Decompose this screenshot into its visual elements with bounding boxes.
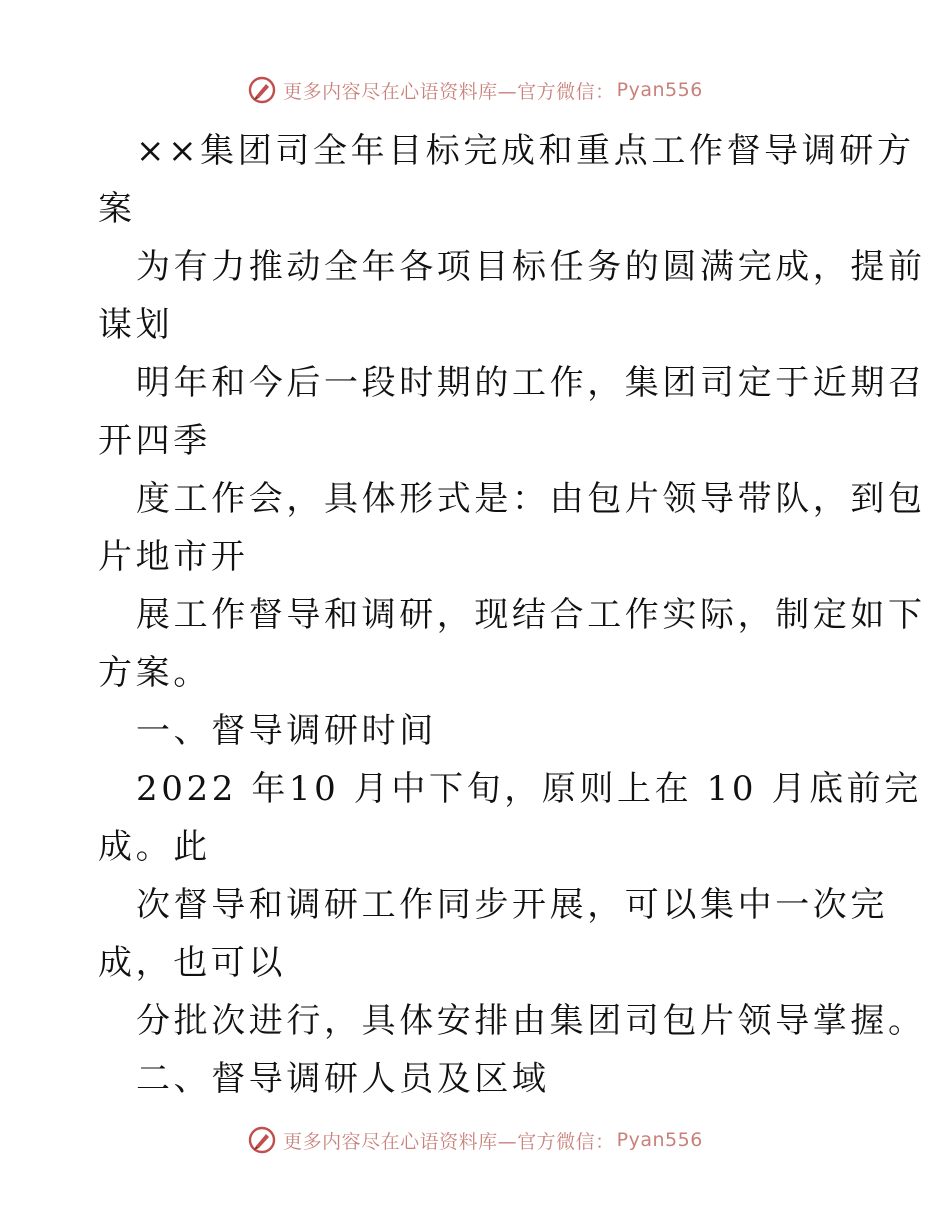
footer-watermark — [0, 1120, 950, 1160]
fountain-pen-logo-icon — [247, 1125, 277, 1155]
section-heading-1: 一、督导调研时间 — [136, 711, 437, 751]
paragraph-line: 片地市开 — [98, 537, 249, 577]
header-watermark — [0, 70, 950, 110]
paragraph-line: 开四季 — [98, 421, 211, 461]
paragraph-line: 成。此 — [98, 827, 211, 867]
document-title-line-1: ××集团司全年目标完成和重点工作督导调研方 — [136, 131, 915, 171]
watermark-contact: Pyan556 — [616, 1129, 703, 1151]
fountain-pen-logo-icon — [247, 75, 277, 105]
paragraph-line: 度工作会，具体形式是：由包片领导带队，到包 — [136, 479, 926, 519]
paragraph-line: 谋划 — [98, 305, 174, 345]
paragraph-line: 明年和今后一段时期的工作，集团司定于近期召 — [136, 363, 926, 403]
paragraph-line: 分批次进行，具体安排由集团司包片领导掌握。 — [136, 1001, 926, 1041]
watermark-text: 更多内容尽在心语资料库—官方微信： — [283, 1130, 615, 1153]
paragraph-line: 展工作督导和调研，现结合工作实际，制定如下 — [136, 595, 926, 635]
paragraph-line: 成，也可以 — [98, 943, 286, 983]
document-title-line-2: 案 — [98, 189, 136, 229]
watermark-contact: Pyan556 — [616, 79, 703, 101]
paragraph-line: 次督导和调研工作同步开展，可以集中一次完 — [136, 885, 888, 925]
paragraph-line: 方案。 — [98, 653, 211, 693]
paragraph-line: 2022 年10 月中下旬，原则上在 10 月底前完 — [136, 769, 922, 809]
section-heading-2: 二、督导调研人员及区域 — [136, 1059, 550, 1099]
watermark-text: 更多内容尽在心语资料库—官方微信： — [283, 80, 615, 103]
paragraph-line: 为有力推动全年各项目标任务的圆满完成，提前 — [136, 247, 926, 287]
